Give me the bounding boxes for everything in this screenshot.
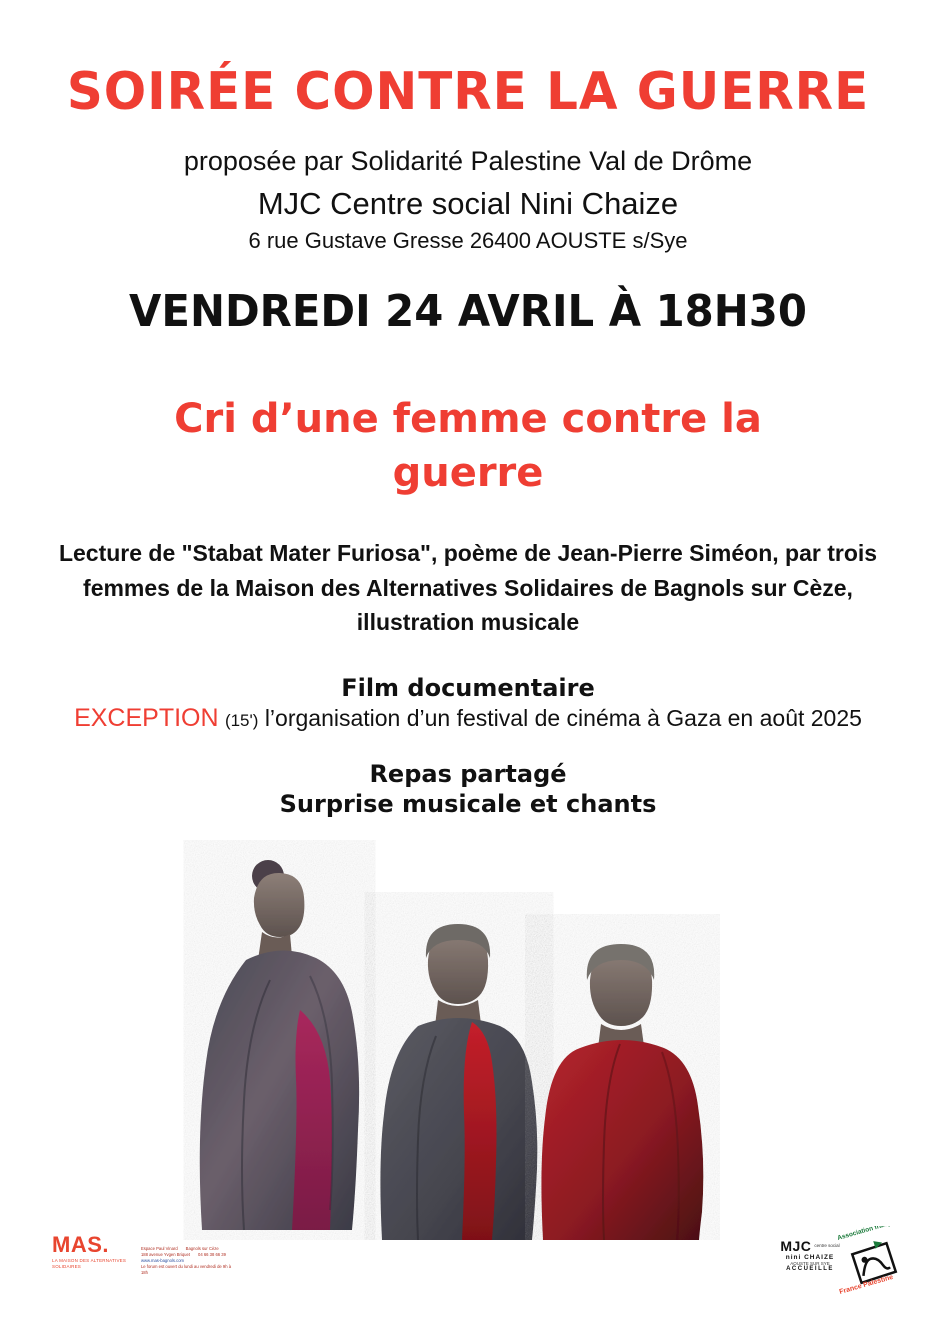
- mas-wordmark: MAS.: [52, 1232, 109, 1257]
- afps-bottom-text: France Palestine: [838, 1273, 895, 1296]
- mas-line1: Espace Paul Vinard: [140, 1246, 178, 1251]
- film-section-label: Film documentaire: [341, 674, 595, 702]
- logo-afps: [836, 1226, 912, 1300]
- film-title: EXCEPTION: [74, 704, 219, 732]
- three-women-illustration: [150, 840, 790, 1240]
- mas-line4: 04 66 38 66 39: [198, 1251, 226, 1257]
- mjc-wordmark: MJC: [780, 1238, 812, 1254]
- film-description-line: [40, 702, 896, 736]
- shared-meal-line: Repas partagé: [369, 760, 567, 788]
- film-description: l’organisation d’un festival de cinéma à Gaza en août 2025: [264, 705, 862, 731]
- mas-hours: Le forum est ouvert du lundi au vendredi de 9h à 18h: [140, 1263, 232, 1275]
- film-duration: (15'): [224, 711, 259, 730]
- proposed-by-line: proposée par Solidarité Palestine Val de Drôme: [183, 146, 753, 176]
- mjc-center-label: centre social: [814, 1242, 840, 1248]
- mjc-accueille-label: ACCUEILLE: [786, 1266, 834, 1272]
- logo-mjc: [778, 1238, 842, 1272]
- mjc-sub-label: nini CHAIZE: [785, 1254, 835, 1261]
- figure-right: [541, 944, 703, 1240]
- afps-top-text: Association française: [836, 1226, 904, 1242]
- logo-mas: [52, 1232, 232, 1292]
- event-datetime: VENDREDI 24 AVRIL À 18H30: [129, 286, 807, 337]
- venue-name: MJC Centre social Nini Chaize: [257, 186, 679, 221]
- mjc-city-label: AOUSTE SUR SYE: [790, 1261, 830, 1266]
- mas-subtitle: LA MAISON DES ALTERNATIVES SOLIDAIRES: [52, 1258, 127, 1270]
- mas-line3: 188 avenue Yvgen Briquet: [140, 1251, 191, 1257]
- figure-left: [200, 860, 359, 1230]
- page-title: SOIRÉE CONTRE LA GUERRE: [66, 62, 870, 122]
- afps-emblem-icon: [836, 1226, 912, 1300]
- mas-line2: Bagnols sur Cèze: [185, 1246, 219, 1251]
- event-description: Lecture de "Stabat Mater Furiosa", poème de Jean-Pierre Siméon, par trois femmes de la Maison des Alternatives Solidaires de Bagnols sur Cèze, illustration musicale: [58, 540, 878, 635]
- venue-address: 6 rue Gustave Gresse 26400 AOUSTE s/Sye: [248, 228, 688, 253]
- musical-surprise-line: Surprise musicale et chants: [279, 790, 657, 818]
- piece-title: Cri d’une femme contre la guerre: [174, 396, 762, 496]
- mas-website[interactable]: www.mas-bagnols.com: [140, 1257, 185, 1263]
- figure-middle: [380, 924, 537, 1240]
